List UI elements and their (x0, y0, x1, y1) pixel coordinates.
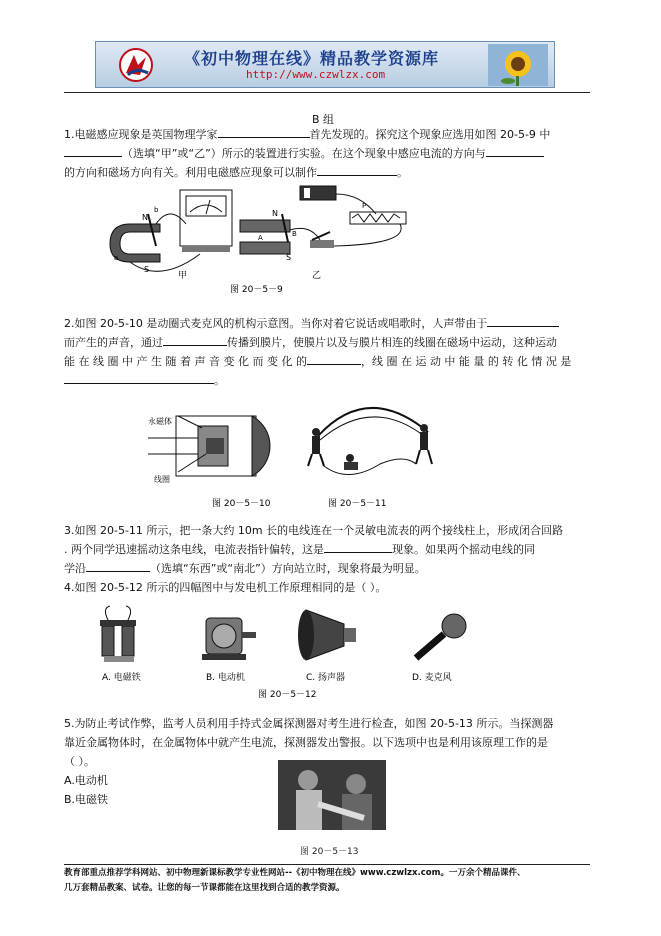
question-4 (64, 578, 590, 597)
footer-rule (64, 864, 590, 865)
q2-blank-1[interactable] (487, 314, 559, 327)
option-d[interactable]: D. 麦克风 (412, 673, 452, 683)
question-1 (64, 125, 590, 182)
svg-text:N: N (142, 213, 148, 222)
microphone-diagram-icon (148, 416, 270, 484)
q2-blank-4[interactable] (64, 371, 214, 384)
question-3 (64, 521, 590, 578)
figure-label-yi: 乙 (312, 271, 322, 281)
footer-line: 几万套精品教案、试卷。让您的每一节课都能在这里找到合适的教学资源。 (64, 883, 345, 893)
q2-text: 而产生的声音，通过 (64, 336, 163, 349)
sunflower-icon (488, 44, 548, 86)
q5-text: 5.为防止考试作弊，监考人员利用手持式金属探测器对考生进行检查，如图 20-5-13 所示。当探测器 (64, 717, 554, 730)
option-c[interactable]: C. 扬声器 (306, 673, 346, 683)
q2-text: 传播到膜片，使膜片以及与膜片相连的线圈在磁场中运动，这种运动 (227, 336, 557, 349)
option-a[interactable]: A.电动机 (64, 774, 108, 787)
q1-text: 。 (397, 166, 408, 179)
svg-text:B: B (292, 230, 297, 238)
label-coil: 线圈 (154, 475, 170, 484)
q1-blank-4[interactable] (317, 163, 397, 176)
q1-text: （选填“甲”或“乙”）所示的装置进行实验。在这个现象中感应电流的方向与 (122, 147, 486, 160)
figure-20-5-12 (94, 600, 484, 700)
q3-text: . 两个同学迅速摇动这条电线，电流表指针偏转，这是 (64, 543, 324, 556)
metal-detector-photo (278, 760, 386, 830)
figure-caption: 图 20－5－12 (258, 690, 317, 700)
electric-motor-icon (202, 618, 256, 660)
option-a[interactable]: A. 电磁铁 (102, 673, 141, 683)
q3-text: 学沿 (64, 562, 86, 575)
svg-text:S: S (286, 253, 292, 262)
q2-blank-2[interactable] (163, 333, 227, 346)
q2-text: 。 (214, 374, 225, 387)
figure-20-5-9 (100, 184, 420, 294)
q1-blank-3[interactable] (486, 144, 544, 157)
q2-text: ，线 圈 在 运 动 中 能 量 的 转 化 情 况 是 (360, 355, 572, 368)
banner-title: 《初中物理在线》精品教学资源库 (184, 49, 440, 68)
loudspeaker-icon (298, 610, 356, 660)
section-title: B 组 (312, 113, 335, 126)
q5-text: （ ）。 (64, 755, 95, 768)
q2-text: 2.如图 20-5-10 是动圈式麦克风的机构示意图。当你对着它说话或唱歌时，人声带由于 (64, 317, 488, 330)
battery-icon (300, 186, 336, 200)
svg-text:a: a (114, 254, 119, 262)
q4-text: 4.如图 20-5-12 所示的四幅图中与发电机工作原理相同的是（ ）。 (64, 581, 387, 594)
figure-caption: 图 20－5－9 (230, 285, 283, 294)
q3-text: 3.如图 20-5-11 所示，把一条大约 10m 长的电线连在一个灵敏电流表的两个接线柱上，形成闭合回路 (64, 524, 564, 537)
q1-text: 的方向和磁场方向有关。利用电磁感应现象可以制作 (64, 166, 317, 179)
site-banner (95, 41, 555, 88)
footer-line: 教育部重点推荐学科网站、初中物理新课标教学专业性网站--《初中物理在线》www.czwlzx.com。一万余个精品课件、 (64, 868, 526, 878)
q3-text: 现象。如果两个摇动电线的同 (392, 543, 535, 556)
figure-caption: 图 20－5－11 (328, 499, 387, 509)
svg-text:A: A (258, 234, 263, 242)
figure-caption: 图 20－5－10 (212, 499, 271, 509)
q2-blank-3[interactable] (307, 352, 361, 365)
svg-text:N: N (272, 209, 278, 218)
question-2 (64, 314, 590, 390)
rheostat-icon (350, 202, 406, 224)
rope-skipping-experiment-icon (308, 408, 432, 475)
q1-blank-2[interactable] (64, 144, 122, 157)
magnet-apparatus-icon (110, 206, 160, 274)
label-permanent-magnet: 永磁体 (148, 417, 172, 426)
q2-text: 能 在 线 圈 中 产 生 随 着 声 音 变 化 而 变 化 的 (64, 355, 307, 368)
switch-icon (310, 232, 334, 248)
figure-20-5-10-11 (148, 392, 448, 512)
svg-text:P: P (362, 202, 367, 210)
q1-text: 首先发现的。探究这个现象应选用如图 20-5-9 中 (309, 128, 551, 141)
q1-text: 1.电磁感应现象是英国物理学家 (64, 128, 218, 141)
option-b[interactable]: B.电磁铁 (64, 793, 109, 806)
q3-text: （选填“东西”或“南北”）方向站立时，现象将最为明显。 (150, 562, 426, 575)
svg-text:S: S (144, 265, 150, 274)
header-rule (64, 92, 590, 93)
electromagnet-icon (100, 606, 136, 662)
option-b[interactable]: B. 电动机 (206, 673, 245, 683)
figure-caption: 图 20－5－13 (300, 847, 359, 857)
q3-blank-1[interactable] (324, 540, 392, 553)
svg-text:b: b (154, 206, 159, 214)
site-logo-icon (118, 47, 154, 83)
coil-apparatus-icon (240, 209, 297, 262)
microphone-icon (416, 614, 466, 658)
q3-blank-2[interactable] (86, 559, 150, 572)
q1-blank-1[interactable] (218, 125, 310, 138)
site-footer (64, 866, 604, 896)
figure-label-jia: 甲 (178, 271, 188, 281)
galvanometer-icon (180, 190, 232, 252)
banner-url[interactable]: http://www.czwlzx.com (246, 68, 386, 81)
q5-text: 靠近金属物体时，在金属物体中就产生电流，探测器发出警报。以下选项中也是利用该原理工作的是 (64, 736, 548, 749)
